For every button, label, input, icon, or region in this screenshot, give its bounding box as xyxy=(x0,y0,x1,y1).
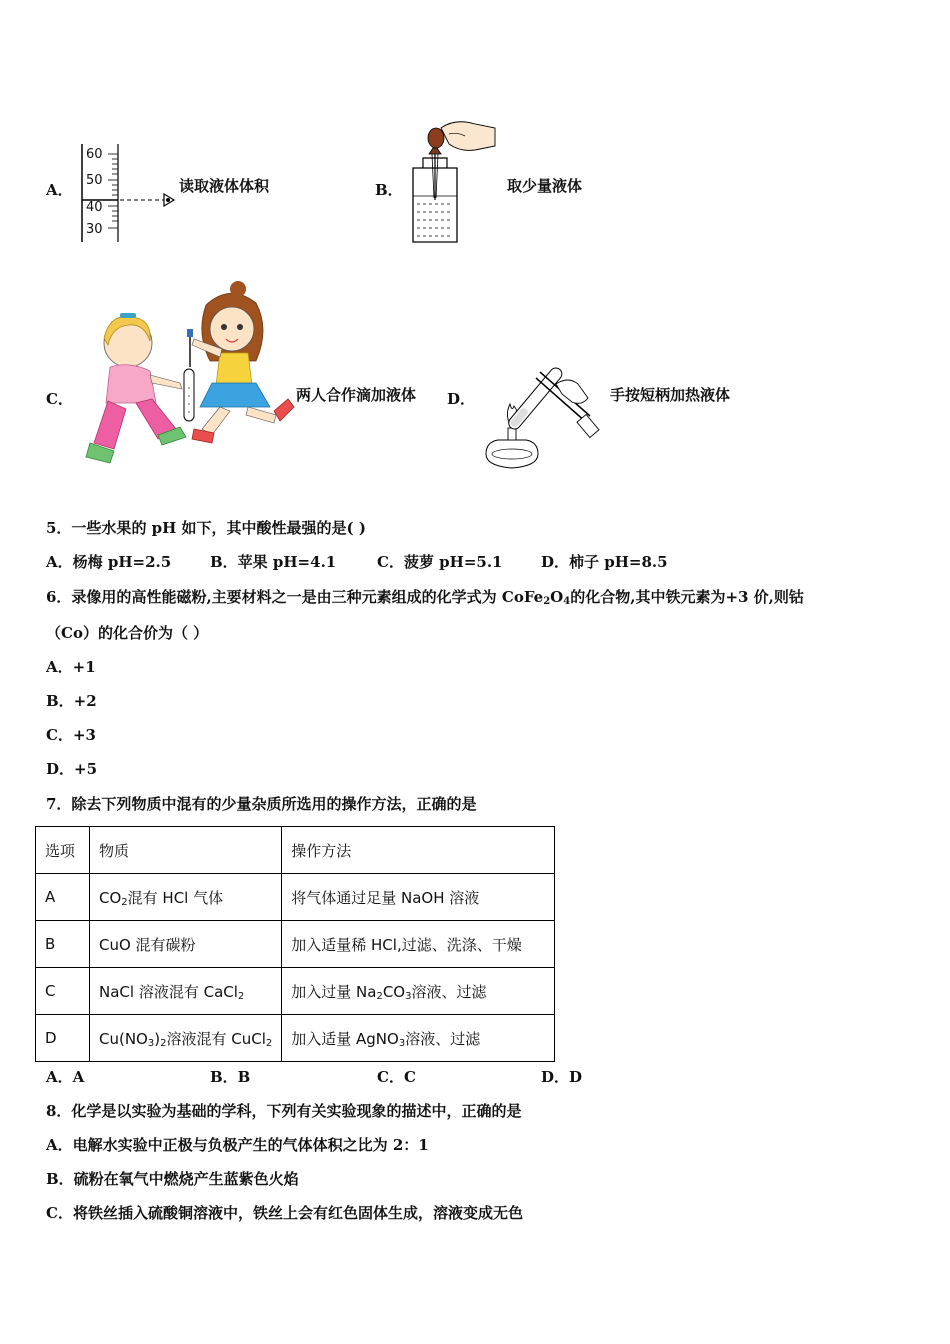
cell-text: 溶液混有 CuCl xyxy=(166,1029,266,1048)
table-cell-option: C xyxy=(36,968,90,1015)
q5-option-a: A．杨梅 pH=2.5 xyxy=(46,553,172,571)
table-header-cell: 操作方法 xyxy=(282,827,555,874)
q6-stem xyxy=(46,590,804,607)
table-row xyxy=(36,968,555,1015)
q7-options-table xyxy=(35,826,555,1062)
table-row xyxy=(36,874,555,921)
option-d-label: D． xyxy=(447,390,476,408)
cell-subscript: 2 xyxy=(237,990,245,1002)
q6-stem-part: 的化合物,其中铁元素为+3 价,则钴 xyxy=(570,588,804,606)
table-cell-method xyxy=(282,1015,555,1062)
cell-subscript: 3 xyxy=(147,1037,155,1049)
table-cell-method: 将气体通过足量 NaOH 溶液 xyxy=(282,874,555,921)
table-row xyxy=(36,921,555,968)
cell-text: CO xyxy=(99,888,122,907)
q5-option-c: C．菠萝 pH=5.1 xyxy=(377,553,503,571)
table-cell-method xyxy=(282,968,555,1015)
q6-stem-subscript: 4 xyxy=(563,596,571,607)
option-c-text: 两人合作滴加液体 xyxy=(296,386,417,404)
cell-subscript: 2 xyxy=(121,896,128,908)
cylinder-tick-30: 30 xyxy=(86,222,103,237)
table-cell-method: 加入适量稀 HCl,过滤、洗涤、干燥 xyxy=(282,921,555,968)
dropper-bottle-figure xyxy=(405,118,497,246)
q6-option-a: A．+1 xyxy=(46,658,96,676)
q5-stem: 5．一些水果的 pH 如下，其中酸性最强的是( ) xyxy=(46,519,366,537)
q7-option-a: A．A xyxy=(46,1068,85,1086)
cell-subscript: 2 xyxy=(376,990,383,1002)
q8-stem: 8．化学是以实验为基础的学科，下列有关实验现象的描述中，正确的是 xyxy=(46,1102,522,1120)
option-a-text: 读取液体体积 xyxy=(179,177,270,195)
heating-test-tube-figure xyxy=(478,350,608,478)
cell-text: 溶液、过滤 xyxy=(411,982,487,1001)
cell-subscript: 3 xyxy=(405,990,412,1002)
q6-option-b: B．+2 xyxy=(46,692,97,710)
cell-subscript: 2 xyxy=(265,1037,273,1049)
q8-option-c: C．将铁丝插入硫酸铜溶液中，铁丝上会有红色固体生成，溶液变成无色 xyxy=(46,1204,523,1222)
cell-text: CO xyxy=(382,982,406,1001)
table-row xyxy=(36,1015,555,1062)
q8-option-b: B．硫粉在氧气中燃烧产生蓝紫色火焰 xyxy=(46,1170,299,1188)
cell-text: 加入适量 AgNO xyxy=(291,1029,399,1048)
table-header-cell: 物质 xyxy=(90,827,282,874)
table-cell-option: A xyxy=(36,874,90,921)
cylinder-tick-50: 50 xyxy=(86,173,103,188)
q6-option-c: C．+3 xyxy=(46,726,96,744)
cylinder-tick-40: 40 xyxy=(86,200,103,215)
option-b-text: 取少量液体 xyxy=(507,177,583,195)
two-children-dropping-figure xyxy=(80,283,295,475)
table-cell-substance xyxy=(90,874,282,921)
option-d-text: 手按短柄加热液体 xyxy=(610,386,731,404)
cell-text: Cu(NO xyxy=(99,1029,148,1048)
q7-option-b: B．B xyxy=(210,1068,251,1086)
q7-option-d: D．D xyxy=(541,1068,583,1086)
cell-text: ) xyxy=(154,1029,161,1048)
cell-subscript: 2 xyxy=(160,1037,167,1049)
cylinder-tick-60: 60 xyxy=(86,147,103,162)
cell-text: 加入过量 Na xyxy=(291,982,377,1001)
option-c-label: C． xyxy=(46,390,73,408)
q6-stem-line2: （Co）的化合价为（ ） xyxy=(46,624,209,642)
cell-text: NaCl 溶液混有 CaCl xyxy=(99,982,238,1001)
q6-option-d: D．+5 xyxy=(46,760,98,778)
q5-option-d: D．柿子 pH=8.5 xyxy=(541,553,668,571)
cell-text: 混有 HCl 气体 xyxy=(127,888,224,907)
q5-option-b: B．苹果 pH=4.1 xyxy=(210,553,337,571)
table-cell-substance xyxy=(90,1015,282,1062)
q7-stem: 7．除去下列物质中混有的少量杂质所选用的操作方法，正确的是 xyxy=(46,795,477,813)
q8-option-a: A．电解水实验中正极与负极产生的气体体积之比为 2：1 xyxy=(46,1136,429,1154)
q6-stem-part: 6．录像用的高性能磁粉,主要材料之一是由三种元素组成的化学式为 CoFe xyxy=(46,588,544,606)
table-cell-option: B xyxy=(36,921,90,968)
cell-text: 溶液、过滤 xyxy=(405,1029,481,1048)
table-cell-option: D xyxy=(36,1015,90,1062)
cell-subscript: 3 xyxy=(398,1037,406,1049)
option-b-label: B． xyxy=(375,181,403,199)
table-cell-substance xyxy=(90,968,282,1015)
q6-stem-part: O xyxy=(550,588,564,606)
q7-option-c: C．C xyxy=(377,1068,416,1086)
table-cell-substance: CuO 混有碳粉 xyxy=(90,921,282,968)
table-header-row xyxy=(36,827,555,874)
table-header-cell: 选项 xyxy=(36,827,90,874)
q6-stem-subscript: 2 xyxy=(543,596,551,607)
option-a-label: A． xyxy=(46,181,73,199)
